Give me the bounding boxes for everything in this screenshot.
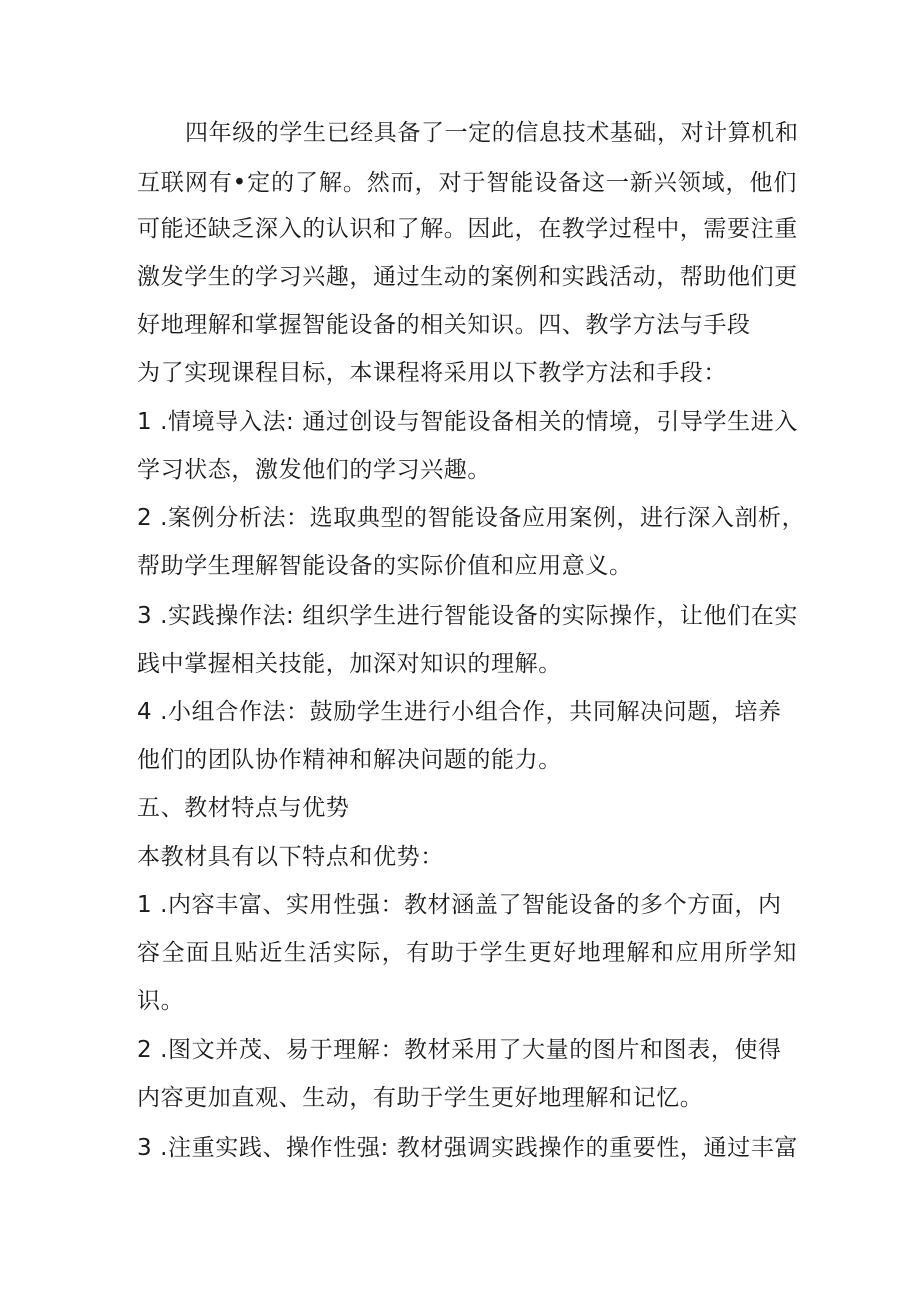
paragraph-line-1: 四年级的学生已经具备了一定的信息技术基础，对计算机和 [185,120,799,146]
list-item-4-line-2: 他们的团队协作精神和解决问题的能力。 [137,747,562,773]
paragraph-intro: 本教材具有以下特点和优势： [137,844,444,870]
paragraph-line-2: 互联网有•定的了解。然而，对于智能设备这一新兴领域，他们 [137,170,797,196]
paragraph-line-6: 为了实现课程目标，本课程将采用以下教学方法和手段： [137,360,727,386]
list-item-2-line-2: 帮助学生理解智能设备的实际价值和应用意义。 [137,553,633,579]
feature-item-1-line-3: 识。 [137,988,185,1014]
list-item-3-line-1: 3 .实践操作法: 组织学生进行智能设备的实际操作，让他们在实 [137,603,798,629]
paragraph-line-3: 可能还缺乏深入的认识和了解。因此，在教学过程中，需要注重 [137,216,798,242]
paragraph-line-4: 激发学生的学习兴趣，通过生动的案例和实践活动，帮助他们更 [137,264,798,290]
paragraph-line-5: 好地理解和掌握智能设备的相关知识。四、教学方法与手段 [137,312,751,338]
list-item-2-line-1: 2 .案例分析法：选取典型的智能设备应用案例，进行深入剖析， [137,505,806,531]
feature-item-3-line-1: 3 .注重实践、操作性强: 教材强调实践操作的重要性，通过丰富 [137,1135,798,1161]
feature-item-1-line-1: 1 .内容丰富、实用性强：教材涵盖了智能设备的多个方面，内 [137,892,782,918]
feature-item-2-line-1: 2 .图文并茂、易于理解：教材采用了大量的图片和图表，使得 [137,1037,782,1063]
list-item-1-line-1: 1 .情境导入法: 通过创设与智能设备相关的情境，引导学生进入 [137,409,798,435]
list-item-3-line-2: 践中掌握相关技能，加深对知识的理解。 [137,651,562,677]
feature-item-1-line-2: 容全面且贴近生活实际，有助于学生更好地理解和应用所学知 [137,940,797,966]
list-item-1-line-2: 学习状态，激发他们的学习兴趣。 [137,457,491,483]
feature-item-2-line-2: 内容更加直观、生动，有助于学生更好地理解和记忆。 [137,1085,704,1111]
section-heading: 五、教材特点与优势 [137,795,350,821]
list-item-4-line-1: 4 .小组合作法：鼓励学生进行小组合作，共同解决问题，培养 [137,699,782,725]
